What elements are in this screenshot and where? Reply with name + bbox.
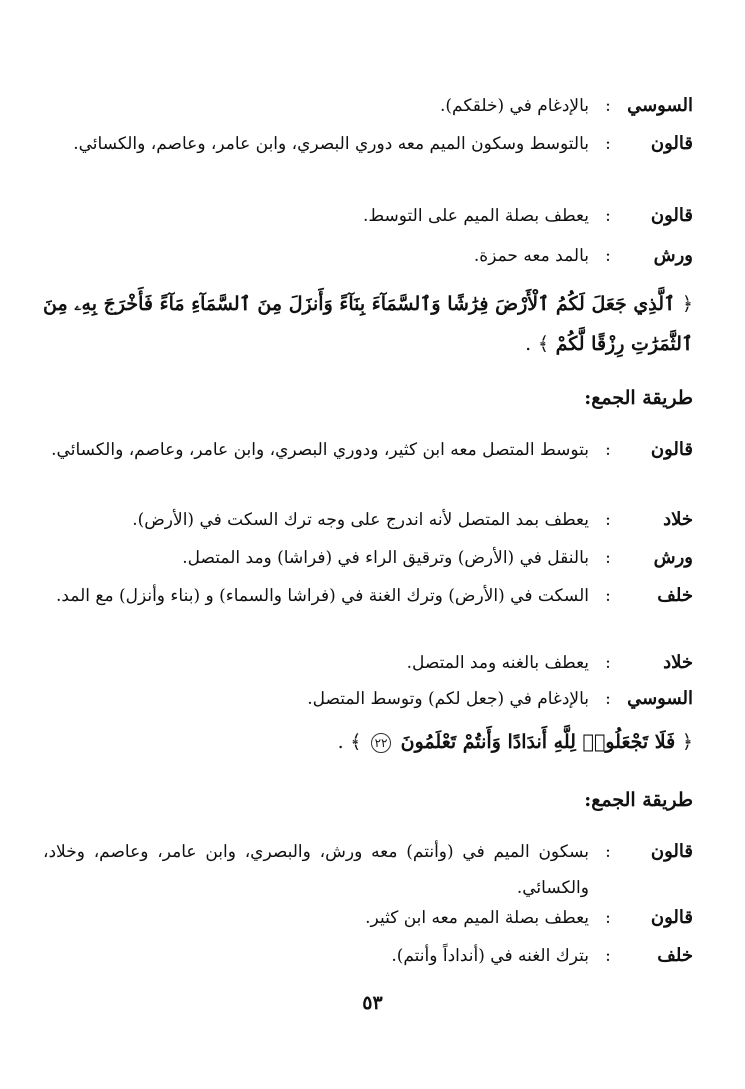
reader-name: خلاد [663, 652, 693, 673]
verse-text: ٱلَّذِي جَعَلَ لَكُمُ ٱلْأَرْضَ فِرَٰشًا وَٱلسَّمَآءَ بِنَآءً وَأَنزَلَ مِنَ ٱلسَّمَآءِ مَآءً فَأَخْرَجَ بِهِۦ مِنَ ٱلثَّمَرَٰتِ رِزْقًا لَّكُمْ [43, 293, 693, 355]
reader-name: قالون [650, 439, 693, 460]
verse-close-bracket: ﴾ [537, 333, 549, 355]
colon: : [605, 842, 611, 862]
verse-end-mark: . [525, 333, 532, 355]
colon: : [605, 908, 611, 928]
entry-qaloon-5 [43, 900, 693, 936]
colon: : [605, 96, 611, 116]
reader-name: خلاد [663, 509, 693, 530]
reader-name: قالون [650, 841, 693, 862]
colon: : [605, 246, 611, 266]
verse-number: ٢٢ [371, 733, 391, 753]
entry-khalaf-2 [43, 938, 693, 974]
entry-text: بتوسط المتصل معه ابن كثير، ودوري البصري، وابن عامر، وعاصم، والكسائي. [51, 440, 589, 460]
verse-text: فَلَا تَجْعَلُوا۟ لِلَّهِ أَندَادًا وَأَنتُمْ تَعْلَمُونَ [400, 731, 676, 753]
entry-text: يعطف بصلة الميم على التوسط. [362, 206, 589, 226]
entry-text: بالتوسط وسكون الميم معه دوري البصري، وابن عامر، وعاصم، والكسائي. [73, 134, 589, 154]
verse-close-bracket: ﴾ [350, 731, 362, 753]
entry-soosi-2 [43, 681, 693, 717]
entry-qaloon-1 [43, 126, 693, 162]
colon: : [605, 510, 611, 530]
entry-text: بالإدغام في (خلقكم). [440, 96, 589, 116]
section-heading-1: طريقة الجمع: [584, 387, 693, 409]
entry-warsh-2 [43, 540, 693, 576]
entry-khallad-2 [43, 645, 693, 681]
entry-qaloon-2 [43, 198, 693, 234]
reader-name: قالون [650, 205, 693, 226]
entry-text: بالنقل في (الأرض) وترقيق الراء في (فراشا) ومد المتصل. [182, 548, 589, 568]
entry-text: يعطف بالغنه ومد المتصل. [406, 653, 589, 673]
colon: : [605, 440, 611, 460]
entry-qaloon-4 [43, 834, 693, 906]
entry-text: بترك الغنه في (أنداداً وأنتم). [391, 946, 589, 966]
page-number: ٥٣ [362, 992, 383, 1014]
colon: : [605, 586, 611, 606]
entry-text: يعطف بمد المتصل لأنه اندرج على وجه ترك السكت في (الأرض). [132, 510, 589, 530]
reader-name: خلف [657, 945, 693, 966]
entry-text: بالمد معه حمزة. [473, 246, 589, 266]
reader-name: السوسي [627, 95, 693, 116]
entry-text: يعطف بصلة الميم معه ابن كثير. [365, 908, 589, 928]
entry-text: السكت في (الأرض) وترك الغنة في (فراشا والسماء) و (بناء وأنزل) مع المد. [55, 586, 589, 606]
verse-open-bracket: ﴿ [681, 731, 693, 753]
colon: : [605, 946, 611, 966]
verse-open-bracket: ﴿ [681, 293, 693, 315]
colon: : [605, 689, 611, 709]
reader-name: قالون [650, 907, 693, 928]
reader-name: السوسي [627, 688, 693, 709]
entry-text: بالإدغام في (جعل لكم) وتوسط المتصل. [307, 689, 589, 709]
entry-text: بسكون الميم في (وأنتم) معه ورش، والبصري، وابن عامر، وعاصم، وخلاد، والكسائي. [43, 842, 589, 898]
colon: : [605, 548, 611, 568]
reader-name: خلف [657, 585, 693, 606]
entry-khalaf-1 [43, 578, 693, 614]
quran-verse-2 [43, 722, 693, 762]
verse-end-mark: . [337, 731, 344, 753]
colon: : [605, 206, 611, 226]
reader-name: ورش [653, 245, 693, 266]
reader-name: قالون [650, 133, 693, 154]
reader-name: ورش [653, 547, 693, 568]
quran-verse-1 [43, 284, 693, 364]
entry-warsh-1 [43, 238, 693, 274]
section-heading-2: طريقة الجمع: [584, 789, 693, 811]
colon: : [605, 653, 611, 673]
entry-khallad-1 [43, 502, 693, 538]
entry-qaloon-3 [43, 432, 693, 468]
entry-soosi-1 [43, 88, 693, 124]
colon: : [605, 134, 611, 154]
